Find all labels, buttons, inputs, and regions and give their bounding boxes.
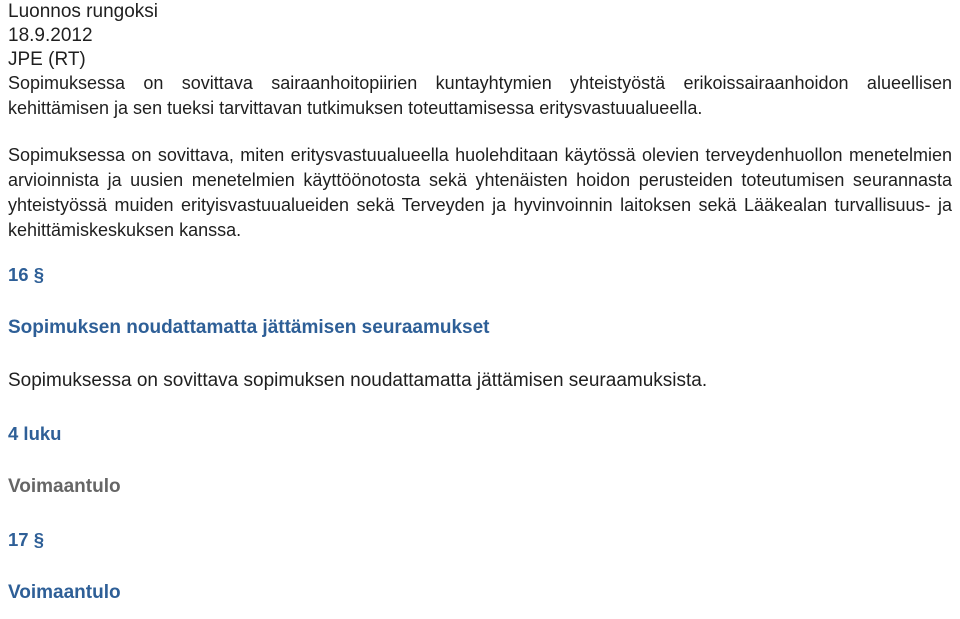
paragraph-consequences: Sopimuksessa on sovittava sopimuksen noudattamatta jättämisen seuraamuksista.	[8, 370, 708, 391]
author-initials: JPE (RT)	[8, 49, 86, 70]
draft-label: Luonnos rungoksi	[8, 1, 158, 22]
document-page	[8, 0, 952, 605]
paragraph-cooperation: Sopimuksessa on sovittava sairaanhoitopiirien kuntayhtymien yhteistyöstä erikoissairaanhoidon alueellisen kehittämisen ja sen tueksi tarvittavan tutkimuksen toteuttamisessa eritysvastuualueella.	[8, 73, 952, 118]
chapter-4-number: 4 luku	[8, 423, 62, 444]
chapter-4-title: Voimaantulo	[8, 476, 121, 497]
paragraph-methods: Sopimuksessa on sovittava, miten eritysvastuualueella huolehditaan käytössä olevien terveydenhuollon menetelmien arvioinnista ja uusien menetelmien käyttöönotosta sekä yhtenäisten hoidon perusteiden toteutumisen seurannasta yhteistyössä muiden erityisvastuualueiden sekä Terveyden ja hyvinvoinnin laitoksen sekä Lääkealan turvallisuus- ja kehittämiskeskuksen kanssa.	[8, 145, 952, 240]
section-16-number: 16 §	[8, 264, 45, 285]
document-date: 18.9.2012	[8, 25, 93, 46]
section-17-title: Voimaantulo	[8, 582, 121, 603]
section-17-number: 17 §	[8, 529, 45, 550]
section-16-title: Sopimuksen noudattamatta jättämisen seuraamukset	[8, 317, 490, 338]
